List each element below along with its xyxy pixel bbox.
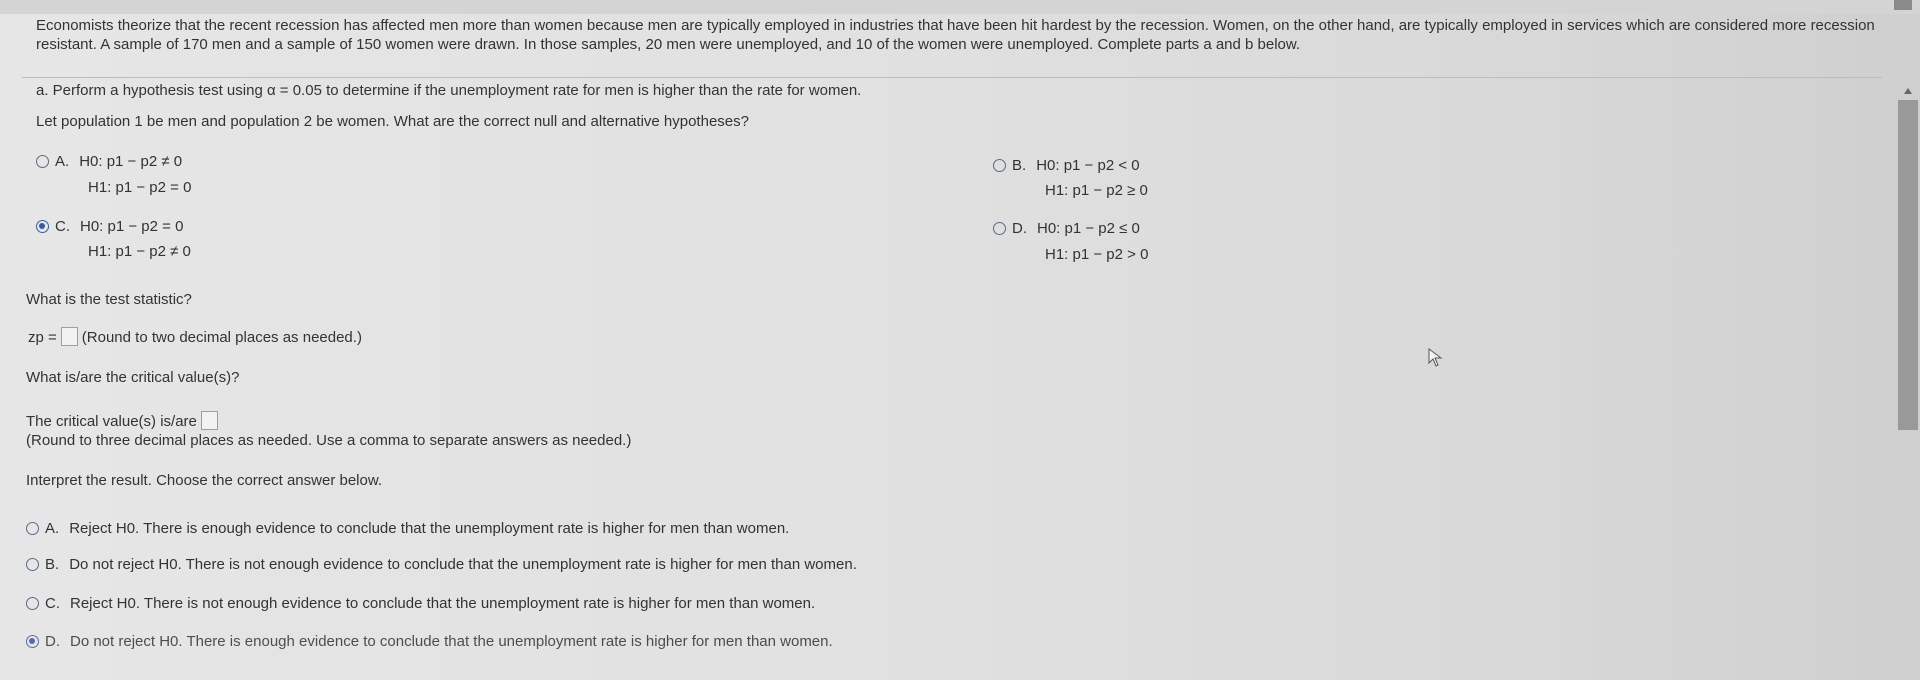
radio-button-selected[interactable] xyxy=(26,635,39,648)
option-letter: B. xyxy=(45,556,60,573)
critical-question: What is/are the critical value(s)? xyxy=(26,369,240,386)
hyp-option-d[interactable] xyxy=(993,220,1140,237)
interpret-option-c[interactable] xyxy=(26,595,815,612)
radio-button[interactable] xyxy=(36,155,49,168)
option-text: Reject H0. There is enough evidence to conclude that the unemployment rate is higher for men than women. xyxy=(69,520,790,537)
hypotheses-question: Let population 1 be men and population 2 be women. What are the correct null and alternative hypotheses? xyxy=(36,113,749,130)
radio-button[interactable] xyxy=(26,597,39,610)
test-stat-hint: (Round to two decimal places as needed.) xyxy=(81,329,362,346)
option-text: Do not reject H0. There is enough evidence to conclude that the unemployment rate is higher for men than women. xyxy=(70,633,833,650)
option-letter: C. xyxy=(55,218,70,235)
option-letter: A. xyxy=(55,153,70,170)
radio-button[interactable] xyxy=(26,522,39,535)
divider xyxy=(22,77,1882,78)
h1-text: H1: p1 − p2 = 0 xyxy=(88,179,192,196)
critical-hint: (Round to three decimal places as needed. Use a comma to separate answers as needed.) xyxy=(26,432,632,449)
radio-button[interactable] xyxy=(993,159,1006,172)
option-text: Do not reject H0. There is not enough evidence to conclude that the unemployment rate is higher for men than women. xyxy=(69,556,857,573)
hyp-option-b[interactable] xyxy=(993,157,1140,174)
corner-tab[interactable] xyxy=(1894,0,1912,10)
hyp-option-c-h1 xyxy=(88,243,191,260)
radio-button[interactable] xyxy=(26,558,39,571)
h0-text: H0: p1 − p2 < 0 xyxy=(1036,157,1140,174)
hyp-option-a[interactable] xyxy=(36,153,182,170)
h0-text: H0: p1 − p2 ≠ 0 xyxy=(79,153,183,170)
part-a-prompt: a. Perform a hypothesis test using α = 0.05 to determine if the unemployment rate for men is higher than the rate for women. xyxy=(36,82,862,99)
test-stat-label: zp = xyxy=(28,329,57,346)
critical-value-input[interactable] xyxy=(201,411,218,430)
critical-label: The critical value(s) is/are xyxy=(26,413,197,430)
h1-text: H1: p1 − p2 > 0 xyxy=(1045,246,1149,263)
hyp-option-c[interactable] xyxy=(36,218,183,235)
option-letter: D. xyxy=(45,633,60,650)
hyp-option-d-h1 xyxy=(1045,246,1148,263)
h1-text: H1: p1 − p2 ≥ 0 xyxy=(1045,182,1148,199)
hyp-option-b-h1 xyxy=(1045,182,1148,199)
scroll-thumb[interactable] xyxy=(1898,100,1918,430)
critical-row xyxy=(26,411,222,430)
interpret-question: Interpret the result. Choose the correct answer below. xyxy=(26,472,383,489)
option-letter: B. xyxy=(1012,157,1027,174)
interpret-option-d[interactable] xyxy=(26,633,833,650)
radio-button[interactable] xyxy=(993,222,1006,235)
option-letter: A. xyxy=(45,520,60,537)
mouse-cursor-icon xyxy=(1428,348,1444,368)
option-letter: D. xyxy=(1012,220,1027,237)
top-strip xyxy=(0,0,1920,14)
radio-button-selected[interactable] xyxy=(36,220,49,233)
scroll-up-icon[interactable] xyxy=(1904,88,1912,94)
interpret-option-a[interactable] xyxy=(26,520,789,537)
option-text: Reject H0. There is not enough evidence to conclude that the unemployment rate is higher for men than women. xyxy=(70,595,816,612)
h1-text: H1: p1 − p2 ≠ 0 xyxy=(88,243,191,260)
h0-text: H0: p1 − p2 = 0 xyxy=(80,218,184,235)
hyp-option-a-h1 xyxy=(88,179,191,196)
test-stat-input[interactable] xyxy=(61,327,78,346)
interpret-option-b[interactable] xyxy=(26,556,857,573)
test-stat-question: What is the test statistic? xyxy=(26,291,192,308)
h0-text: H0: p1 − p2 ≤ 0 xyxy=(1037,220,1140,237)
intro-text: Economists theorize that the recent recession has affected men more than women because men are typically employed in industries that have been hit hardest by the recession. Women, on the other hand, are typically employed in services which are considered more recession resistant. A sample of 170 men and a sample of 150 women were drawn. In those samples, 20 men were unemployed, and 10 of the women were unemployed. Complete parts a and b below. xyxy=(36,17,1875,53)
test-stat-row xyxy=(28,327,362,346)
option-letter: C. xyxy=(45,595,60,612)
